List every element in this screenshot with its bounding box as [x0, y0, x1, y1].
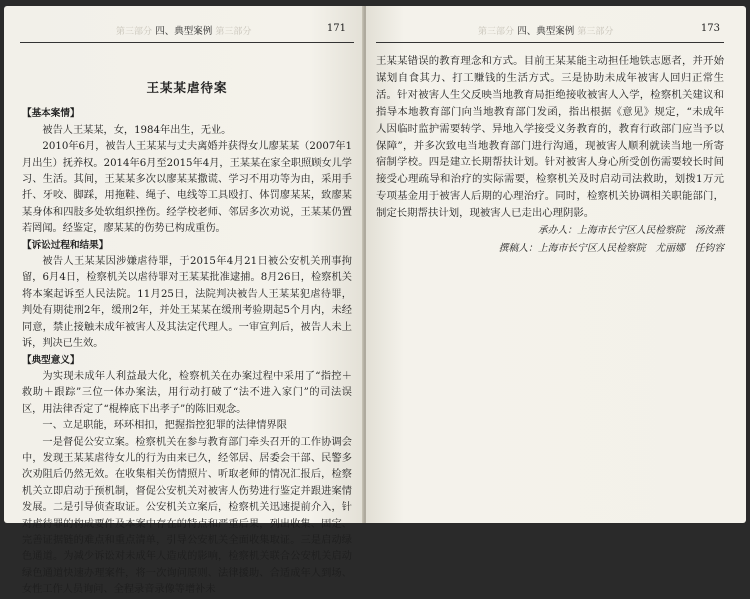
left-header-ghost-text-right: 第三部分: [215, 27, 252, 37]
signature-line-writer: 撰稿人：上海市长宁区人民检察院 尤丽娜 任钧容: [498, 243, 724, 255]
left-page-number: 171: [326, 23, 346, 34]
left-page-header: [20, 20, 354, 43]
signature-line-handler: 承办人：上海市长宁区人民检察院 汤汝燕: [537, 225, 724, 237]
heading-basic-facts: 【基本案情】: [22, 108, 80, 120]
continuation-paragraph: 王某某错误的教育理念和方式。目前王某某能主动担任地铁志愿者，并开始谋划自食其力、打工赚钱的生活方式。三是协助未成年被害人回归正常生活。针对被害人生父反映当地教育局拒绝接收被害人入学，检察机关建议和指导本地教育部门向当地教育部门发函，指出根据《意见》规定，“未成年人因临时监护需要转学、异地入学接受义务教育的，教育行政部门应当予以保障”，并多次致电当地教育部门进行沟通，现被害人顺利就读当地一所寄宿制学校。四是建立长期帮扶计划。针对被害人身心所受创伤需要较长时间接受心理疏导和治疗的实际需要，检察机关及时启动司法救助，划拨1万元专项基金用于被害人后期的心理治疗。同时，检察机关协调相关职能部门，制定长期帮扶计划，现被害人已走出心理阴影。: [376, 55, 724, 220]
significance-subheading: 一、立足职能，环环相扣，把握指控犯罪的法律情界限: [42, 420, 287, 432]
case-title: 王某某虐待案: [146, 80, 228, 95]
facts-paragraph: 被告人王某某，女，1984年出生，无业。: [42, 124, 232, 136]
significance-paragraph: 一是督促公安立案。检察机关在参与教育部门牵头召开的工作协调会中，发现王某某虐待女儿的行为由来已久，经邻居、居委会干部、民警多次劝阻后仍然无效。在收集相关伤情照片、听取老师的情况汇报后，检察机关立即启动于预机制，督促公安机关对被害人伤势进行鉴定并跟进案情发展。二是引导侦查取证。公安机关立案后，检察机关迅速提前介入，针对虐待罪的构成要件及本案中存在的特点和严重后果，列出收集、固定、完善证据链的难点和重点清单，引导公安机关全面收集取证。三是启动绿色通道。为减少诉讼对未成年人造成的影响，检察机关联合公安机关启动绿色通道快速办理案件，将一次询问原则、法律援助、合适成年人到场、女性工作人员询问、全程录音录像等增补未: [22, 436, 352, 596]
left-header-ghost-text: 第三部分: [116, 27, 153, 37]
heading-significance: 【典型意义】: [22, 354, 80, 366]
process-paragraph: 被告人王某某因涉嫌虐待罪，于2015年4月21日被公安机关刑事拘留，6月4日，检察机关以虐待罪对王某某批准逮捕。8月26日，检察机关将本案起诉至人民法院。11月25日，法院判决被告人王某某犯虐待罪，判处有期徒刑2年，缓刑2年，并处王某某在缓刑考验期起5个月内，未经同意，禁止接触未成年被害人及其法定代理人。一审宣判后，被告人未上诉，判决已生效。: [22, 256, 352, 350]
right-header-ghost-text-right: 第三部分: [577, 27, 614, 37]
right-page: [366, 6, 746, 523]
right-header-ghost-text: 第三部分: [478, 27, 515, 37]
right-page-header: [376, 20, 724, 43]
left-page-content: [22, 80, 352, 599]
left-header-section: 四、典型案例: [155, 26, 213, 37]
heading-process: 【诉讼过程和结果】: [22, 239, 109, 251]
significance-paragraph: 为实现未成年人利益最大化，检察机关在办案过程中采用了“指控＋救助＋跟踪”三位一体办案法，用行动打破了“法不进入家门”的司法误区，用法律否定了“棍棒底下出孝子”的陈旧观念。: [22, 370, 352, 415]
right-page-content: [376, 53, 724, 258]
left-page: [4, 6, 364, 596]
right-page-number: 173: [700, 23, 720, 34]
right-header-section: 四、典型案例: [517, 26, 575, 37]
facts-paragraph: 2010年6月，被告人王某某与丈夫离婚并获得女儿廖某某（2007年1月出生）抚养权。2014年6月至2015年4月，王某某在家全职照顾女儿学习、生活。其间，王某某多次以廖某某撒谎、学习不用功等为由，采用手扦、牙咬、脚踩，用拖鞋、绳子、电线等工具殴打、体罚廖某某，致廖某某身体和四肢多处软组织挫伤。经学校老师、邻居多次劝说，王某某仍置若罔闻。经鉴定，廖某某的伤势已构成重伤。: [22, 141, 352, 235]
